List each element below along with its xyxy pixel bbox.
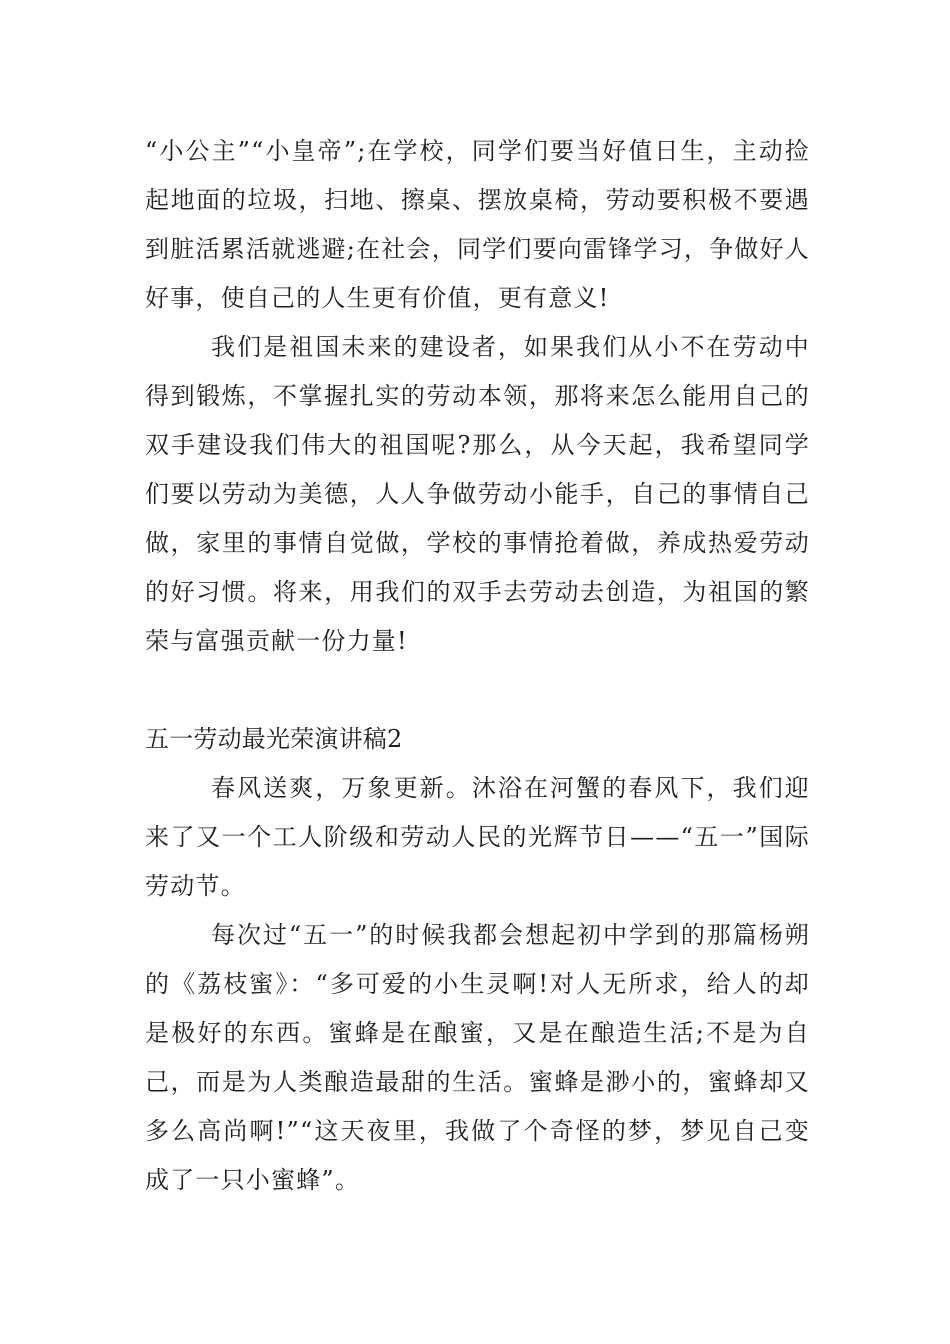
section-spacer <box>145 666 810 715</box>
section-heading: 五一劳动最光荣演讲稿2 <box>145 725 403 753</box>
paragraph-lychee-honey: 每次过“五一”的时候我都会想起初中学到的那篇杨朔的《荔枝蜜》：“多可爱的小生灵啊!对人无所求，给人的却是极好的东西。蜜蜂是在酿蜜，又是在酿造生活;不是为自己，而是为人类酿造最甜的生活。蜜蜂是渺小的，蜜蜂却又多么高尚啊!”“这天夜里，我做了个奇怪的梦，梦见自己变成了一只小蜜蜂”。 <box>145 921 810 1194</box>
paragraph-continuation: “小公主”“小皇帝”;在学校，同学们要当好值日生，主动捡起地面的垃圾，扫地、擦桌、摆放桌椅，劳动要积极不要遇到脏活累活就逃避;在社会，同学们要向雷锋学习，争做好人好事，使自己的人生更有价值，更有意义! <box>145 137 810 312</box>
paragraph-builders: 我们是祖国未来的建设者，如果我们从小不在劳动中得到锻炼，不掌握扎实的劳动本领，那将来怎么能用自己的双手建设我们伟大的祖国呢?那么，从今天起，我希望同学们要以劳动为美德，人人争做劳动小能手，自己的事情自己做，家里的事情自觉做，学校的事情抢着做，养成热爱劳动的好习惯。将来，用我们的双手去劳动去创造，为祖国的繁荣与富强贡献一份力量! <box>145 333 810 655</box>
document-body <box>145 127 810 1205</box>
paragraph-spring-wind: 春风送爽，万象更新。沐浴在河蟹的春风下，我们迎来了又一个工人阶级和劳动人民的光辉节日——“五一”国际劳动节。 <box>145 774 810 900</box>
